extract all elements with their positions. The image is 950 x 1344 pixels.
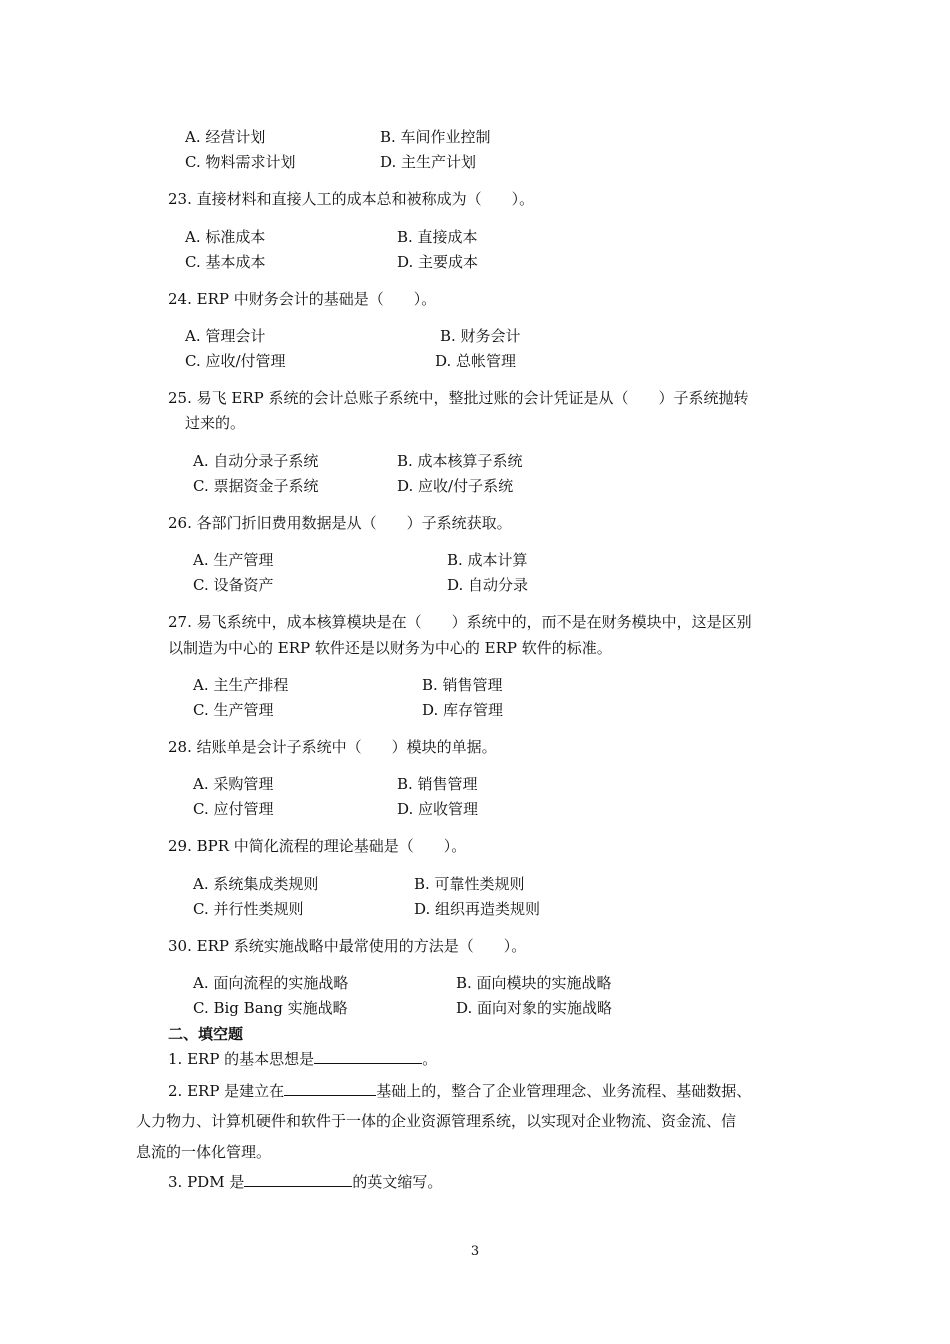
q23-option-a: A. 标准成本 (185, 228, 266, 246)
fill-question-2-line1 (168, 1080, 751, 1101)
fill-blank-1[interactable] (314, 1048, 422, 1064)
q25-option-d: D. 应收/付子系统 (397, 477, 514, 495)
q24-stem: 24. ERP 中财务会计的基础是（ ）。 (168, 290, 437, 308)
q24-option-b: B. 财务会计 (440, 327, 521, 345)
q24-option-c: C. 应收/付管理 (185, 352, 286, 370)
q27-option-b: B. 销售管理 (422, 676, 503, 694)
q26-option-c: C. 设备资产 (193, 576, 274, 594)
q25-stem-line2: 过来的。 (185, 414, 246, 432)
fill-blank-3[interactable] (244, 1171, 352, 1187)
q27-stem-line2: 以制造为中心的 ERP 软件还是以财务为中心的 ERP 软件的标准。 (168, 639, 612, 657)
q30-option-b: B. 面向模块的实施战略 (456, 974, 612, 992)
page-number: 3 (470, 1244, 480, 1259)
fill-question-1-text: 1. ERP 的基本思想是 (168, 1050, 315, 1068)
q28-option-d: D. 应收管理 (397, 800, 479, 818)
q25-option-b: B. 成本核算子系统 (397, 452, 523, 470)
q30-stem: 30. ERP 系统实施战略中最常使用的方法是（ ）。 (168, 937, 527, 955)
q29-option-b: B. 可靠性类规则 (414, 875, 525, 893)
q23-stem: 23. 直接材料和直接人工的成本总和被称成为（ ）。 (168, 190, 535, 208)
fill-blank-2[interactable] (284, 1080, 376, 1096)
fill-question-3-text: 3. PDM 是 (168, 1173, 245, 1191)
q25-stem-line1: 25. 易飞 ERP 系统的会计总账子系统中，整批过账的会计凭证是从（ ）子系统抛转 (168, 389, 749, 407)
fill-question-3 (168, 1171, 442, 1192)
q28-option-a: A. 采购管理 (193, 775, 274, 793)
fill-question-2-text: 2. ERP 是建立在 (168, 1082, 285, 1100)
q25-option-a: A. 自动分录子系统 (193, 452, 319, 470)
q23-option-c: C. 基本成本 (185, 253, 266, 271)
q30-option-c: C. Big Bang 实施战略 (193, 999, 348, 1017)
q22-option-c: C. 物料需求计划 (185, 153, 296, 171)
q23-option-b: B. 直接成本 (397, 228, 478, 246)
q30-option-d: D. 面向对象的实施战略 (456, 999, 613, 1017)
q29-option-c: C. 并行性类规则 (193, 900, 304, 918)
q29-stem: 29. BPR 中简化流程的理论基础是（ ）。 (168, 837, 467, 855)
section-heading-fill-in: 二、填空题 (168, 1025, 244, 1043)
q22-option-b: B. 车间作业控制 (380, 128, 491, 146)
fill-question-2-cont: 基础上的，整合了企业管理理念、业务流程、基础数据、 (376, 1082, 752, 1100)
q28-option-b: B. 销售管理 (397, 775, 478, 793)
q27-option-a: A. 主生产排程 (193, 676, 289, 694)
q28-stem: 28. 结账单是会计子系统中（ ）模块的单据。 (168, 738, 497, 756)
q27-stem-line1: 27. 易飞系统中，成本核算模块是在（ ）系统中的，而不是在财务模块中，这是区别 (168, 613, 752, 631)
fill-question-2-line3: 息流的一体化管理。 (136, 1143, 272, 1161)
q26-option-a: A. 生产管理 (193, 551, 274, 569)
q28-option-c: C. 应付管理 (193, 800, 274, 818)
fill-question-2-line2: 人力物力、计算机硬件和软件于一体的企业资源管理系统，以实现对企业物流、资金流、信 (136, 1112, 737, 1130)
q24-option-a: A. 管理会计 (185, 327, 266, 345)
q23-option-d: D. 主要成本 (397, 253, 479, 271)
q24-option-d: D. 总帐管理 (435, 352, 517, 370)
q30-option-a: A. 面向流程的实施战略 (193, 974, 349, 992)
q27-option-c: C. 生产管理 (193, 701, 274, 719)
fill-question-1-end: 。 (422, 1050, 438, 1068)
q26-option-b: B. 成本计算 (447, 551, 528, 569)
q27-option-d: D. 库存管理 (422, 701, 504, 719)
q29-option-d: D. 组织再造类规则 (414, 900, 541, 918)
q29-option-a: A. 系统集成类规则 (193, 875, 319, 893)
q26-option-d: D. 自动分录 (447, 576, 529, 594)
q25-option-c: C. 票据资金子系统 (193, 477, 319, 495)
fill-question-1 (168, 1048, 437, 1069)
fill-question-3-end: 的英文缩写。 (352, 1173, 443, 1191)
q26-stem: 26. 各部门折旧费用数据是从（ ）子系统获取。 (168, 514, 512, 532)
q22-option-d: D. 主生产计划 (380, 153, 477, 171)
q22-option-a: A. 经营计划 (185, 128, 266, 146)
